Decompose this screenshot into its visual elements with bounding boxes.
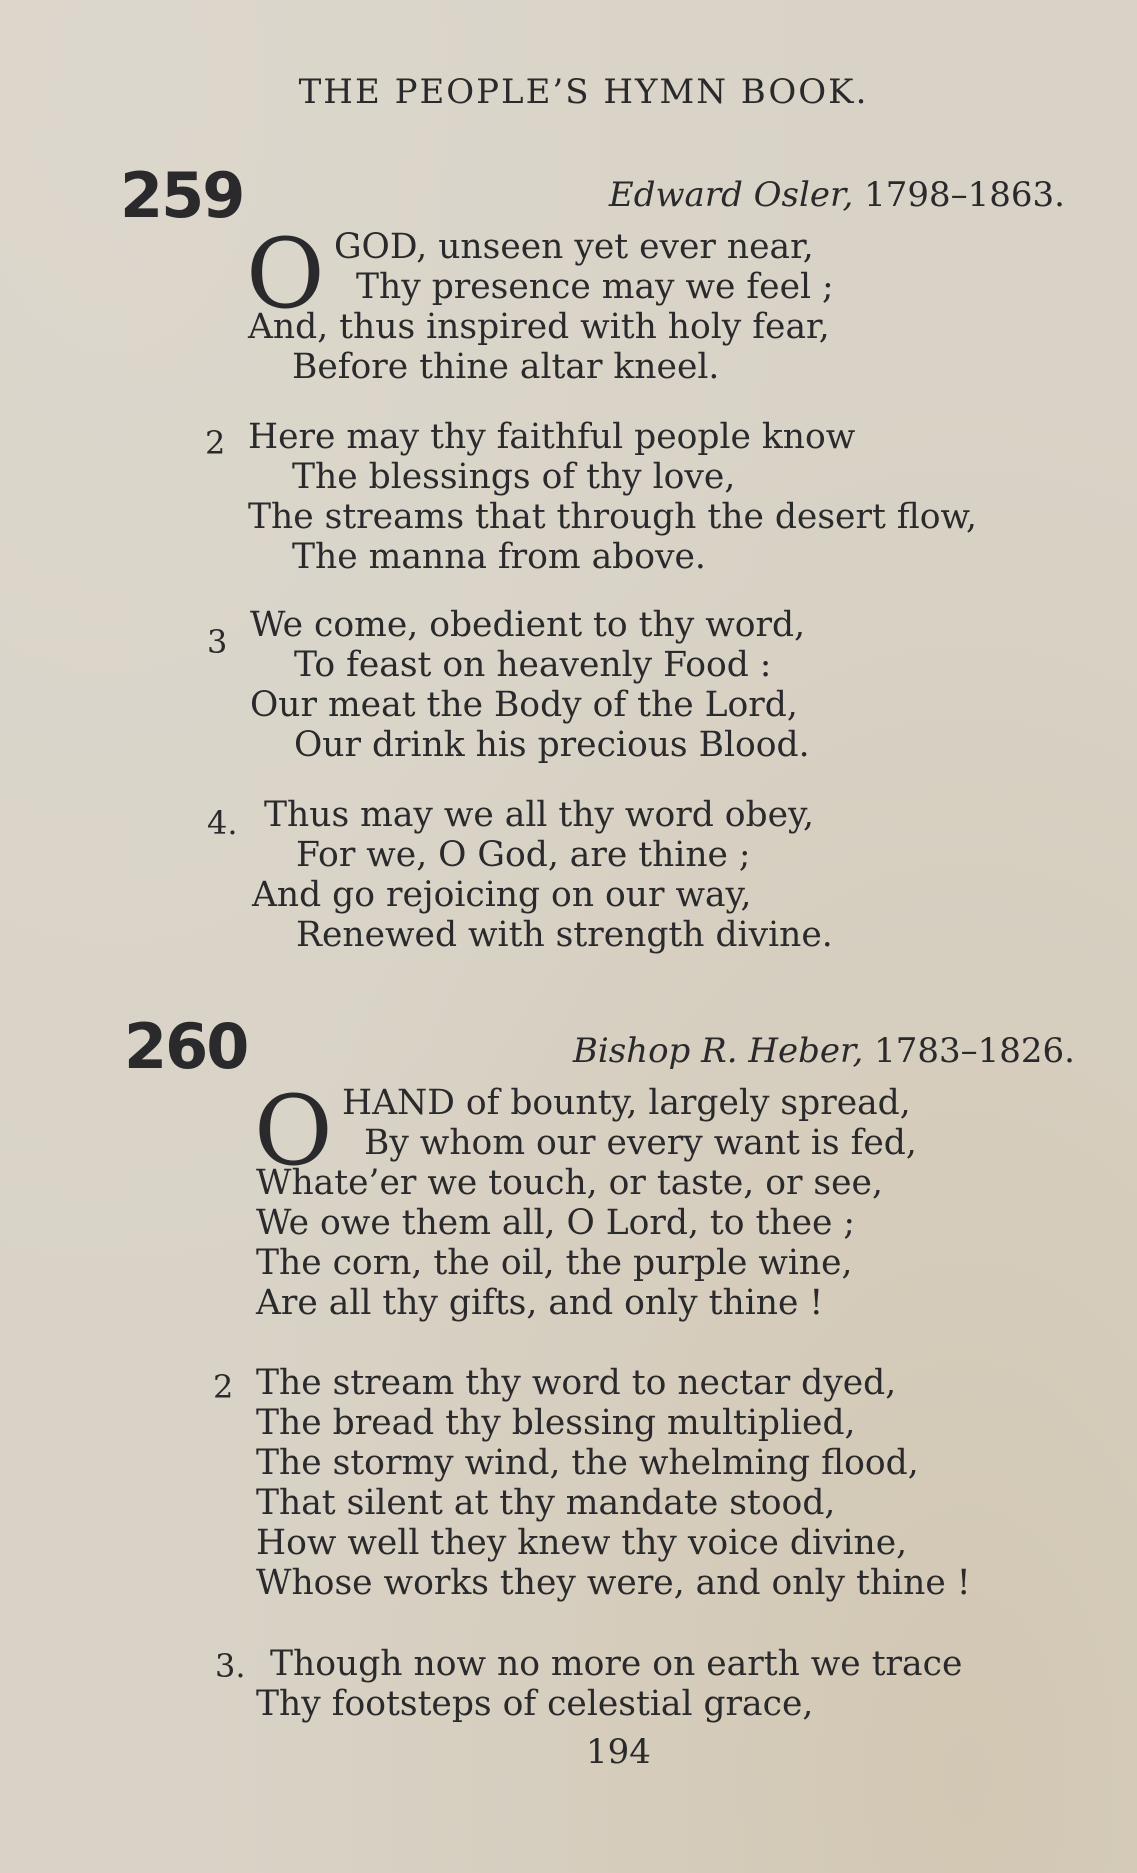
verse-line: For we, O God, are thine ; — [296, 835, 751, 875]
verse-number: 3. — [215, 1647, 246, 1685]
author-name: Edward Osler, — [608, 175, 854, 215]
verse-3 — [250, 605, 810, 765]
verse-line: Our meat the Body of the Lord, — [250, 685, 798, 725]
page-number: 194 — [586, 1732, 651, 1772]
verse-line: The stormy wind, the whelming flood, — [256, 1443, 919, 1483]
verse-4 — [252, 795, 833, 955]
verse-number: 4. — [207, 804, 238, 842]
verse-1 — [254, 1075, 917, 1323]
verse-line: And, thus inspired with holy fear, — [248, 307, 830, 347]
verse-line: GOD, unseen yet ever near, — [334, 227, 814, 267]
verse-line: By whom our every want is fed, — [364, 1123, 917, 1163]
running-head: THE PEOPLE’S HYMN BOOK. — [298, 72, 869, 112]
verse-2 — [256, 1363, 971, 1603]
verse-number: 2 — [213, 1368, 234, 1406]
drop-cap: O — [254, 1075, 333, 1187]
verse-3 — [256, 1644, 962, 1724]
verse-line: The manna from above. — [292, 537, 706, 577]
author-name: Bishop R. Heber, — [572, 1031, 864, 1071]
verse-line: Before thine altar kneel. — [292, 347, 720, 387]
verse-line: We come, obedient to thy word, — [250, 605, 806, 645]
verse-line: Though now no more on earth we trace — [270, 1644, 963, 1684]
verse-line: Whate’er we touch, or taste, or see, — [256, 1163, 883, 1203]
verse-line: Our drink his precious Blood. — [294, 725, 810, 765]
verse-line: The bread thy blessing multiplied, — [256, 1403, 856, 1443]
hymn-number: 260 — [124, 1010, 248, 1083]
verse-line: That silent at thy mandate stood, — [256, 1483, 836, 1523]
verse-line: And go rejoicing on our way, — [252, 875, 752, 915]
verse-number: 2 — [205, 424, 226, 462]
hymn-author — [572, 1031, 1075, 1071]
hymn-number: 259 — [120, 159, 244, 232]
verse-line: Thus may we all thy word obey, — [264, 795, 814, 835]
verse-line: The corn, the oil, the purple wine, — [256, 1243, 853, 1283]
drop-cap: O — [246, 218, 325, 330]
verse-line: How well they knew thy voice divine, — [256, 1523, 908, 1563]
verse-line: Renewed with strength divine. — [296, 915, 833, 955]
author-dates: 1783–1826. — [874, 1031, 1075, 1071]
verse-line: Are all thy gifts, and only thine ! — [256, 1283, 824, 1323]
author-dates: 1798–1863. — [864, 175, 1065, 215]
verse-number: 3 — [207, 623, 228, 661]
verse-2 — [248, 417, 977, 577]
verse-line: We owe them all, O Lord, to thee ; — [256, 1203, 856, 1243]
verse-line: HAND of bounty, largely spread, — [342, 1083, 911, 1123]
verse-line: Thy footsteps of celestial grace, — [256, 1684, 814, 1724]
verse-line: Here may thy faithful people know — [248, 417, 856, 457]
verse-line: Thy presence may we feel ; — [356, 267, 834, 307]
verse-line: The streams that through the desert flow, — [248, 497, 977, 537]
hymn-author — [608, 175, 1065, 215]
verse-line: The stream thy word to nectar dyed, — [256, 1363, 897, 1403]
verse-line: The blessings of thy love, — [292, 457, 736, 497]
verse-1 — [246, 218, 834, 387]
verse-line: To feast on heavenly Food : — [294, 645, 772, 685]
verse-line: Whose works they were, and only thine ! — [256, 1563, 971, 1603]
